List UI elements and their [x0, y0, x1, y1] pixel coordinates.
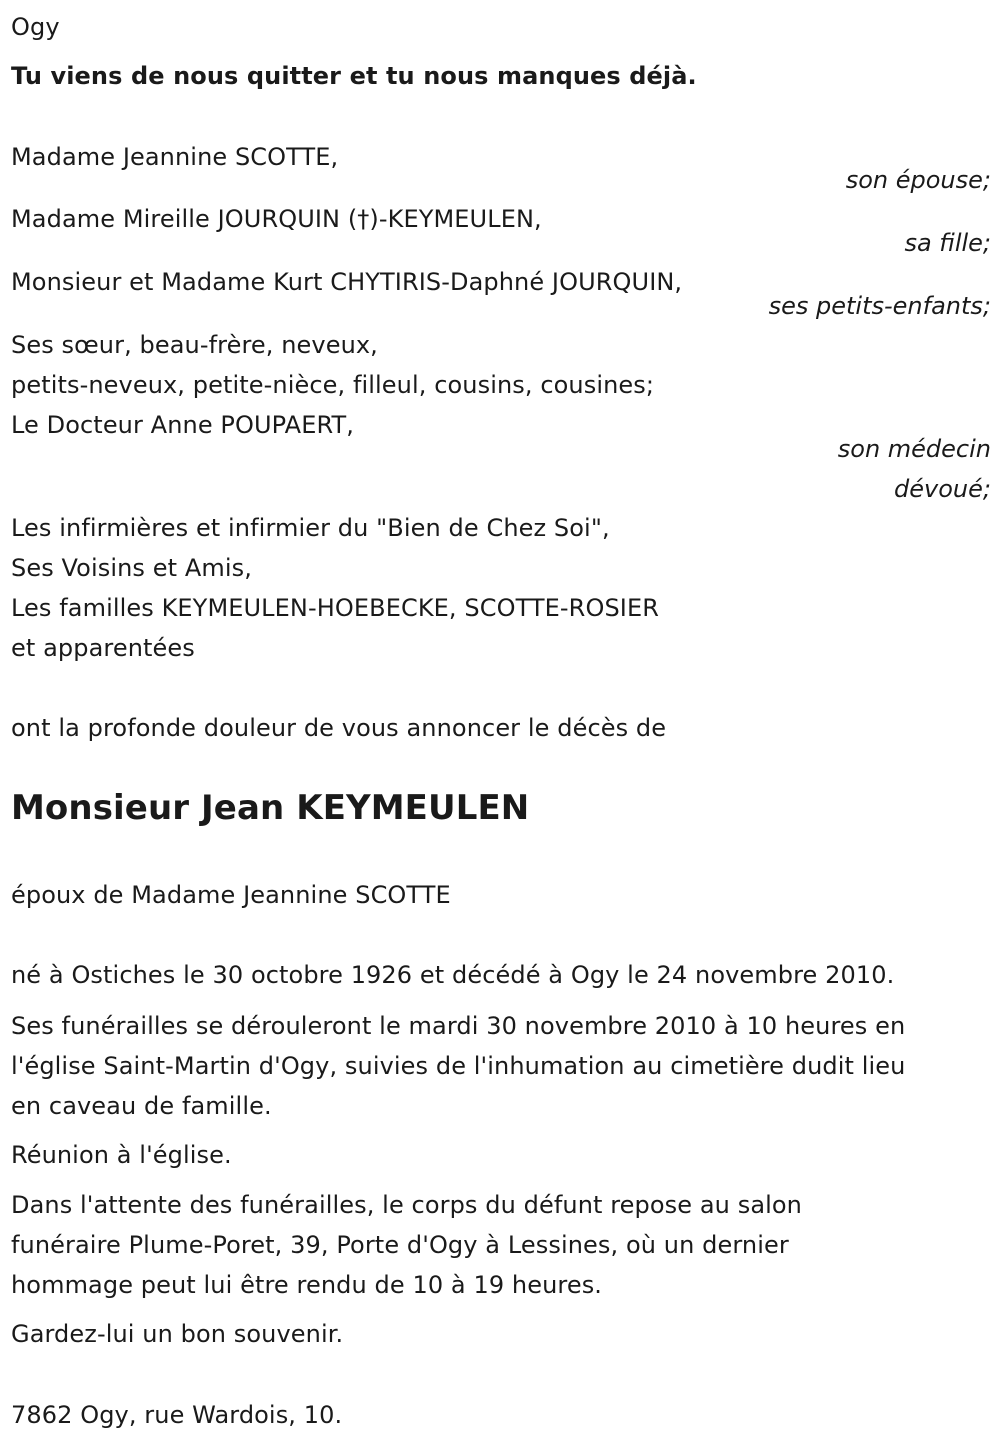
- family-member-name: Madame Mireille JOURQUIN (†)-KEYMEULEN,: [11, 205, 542, 233]
- others-line: Les infirmières et infirmier du "Bien de Chez Soi",: [11, 514, 610, 542]
- doctor-relation: dévoué;: [894, 475, 991, 503]
- funeral-line: en caveau de famille.: [11, 1092, 272, 1120]
- others-line: et apparentées: [11, 634, 195, 662]
- family-member-relation: sa fille;: [904, 229, 991, 257]
- visitation-line: funéraire Plume-Poret, 39, Porte d'Ogy à Lessines, où un dernier: [11, 1231, 789, 1259]
- others-line: Les familles KEYMEULEN-HOEBECKE, SCOTTE-ROSIER: [11, 594, 660, 622]
- relatives-line: Ses sœur, beau-frère, neveux,: [11, 331, 378, 359]
- others-line: Ses Voisins et Amis,: [11, 554, 252, 582]
- obituary-notice: [11, 0, 991, 1448]
- visitation-line: Dans l'attente des funérailles, le corps du défunt repose au salon: [11, 1191, 802, 1219]
- doctor-name: Le Docteur Anne POUPAERT,: [11, 411, 354, 439]
- doctor-relation: son médecin: [837, 435, 991, 463]
- family-member-relation: ses petits-enfants;: [768, 292, 991, 320]
- family-member-relation: son épouse;: [845, 166, 991, 194]
- relatives-line: petits-neveux, petite-nièce, filleul, cousins, cousines;: [11, 371, 655, 399]
- funeral-line: l'église Saint-Martin d'Ogy, suivies de l'inhumation au cimetière dudit lieu: [11, 1052, 906, 1080]
- spouse-line: époux de Madame Jeannine SCOTTE: [11, 881, 451, 909]
- tagline: Tu viens de nous quitter et tu nous manques déjà.: [11, 62, 697, 90]
- birth-death-line: né à Ostiches le 30 octobre 1926 et décédé à Ogy le 24 novembre 2010.: [11, 961, 895, 989]
- family-member-name: Madame Jeannine SCOTTE,: [11, 143, 339, 171]
- locality-heading: Ogy: [11, 13, 60, 41]
- deceased-name: Monsieur Jean KEYMEULEN: [11, 788, 530, 828]
- meeting-line: Réunion à l'église.: [11, 1141, 232, 1169]
- funeral-line: Ses funérailles se dérouleront le mardi 30 novembre 2010 à 10 heures en: [11, 1012, 906, 1040]
- closing-line: Gardez-lui un bon souvenir.: [11, 1320, 344, 1348]
- visitation-line: hommage peut lui être rendu de 10 à 19 heures.: [11, 1271, 603, 1299]
- address-line: 7862 Ogy, rue Wardois, 10.: [11, 1401, 343, 1429]
- family-member-name: Monsieur et Madame Kurt CHYTIRIS-Daphné JOURQUIN,: [11, 268, 683, 296]
- announcement: ont la profonde douleur de vous annoncer le décès de: [11, 714, 667, 742]
